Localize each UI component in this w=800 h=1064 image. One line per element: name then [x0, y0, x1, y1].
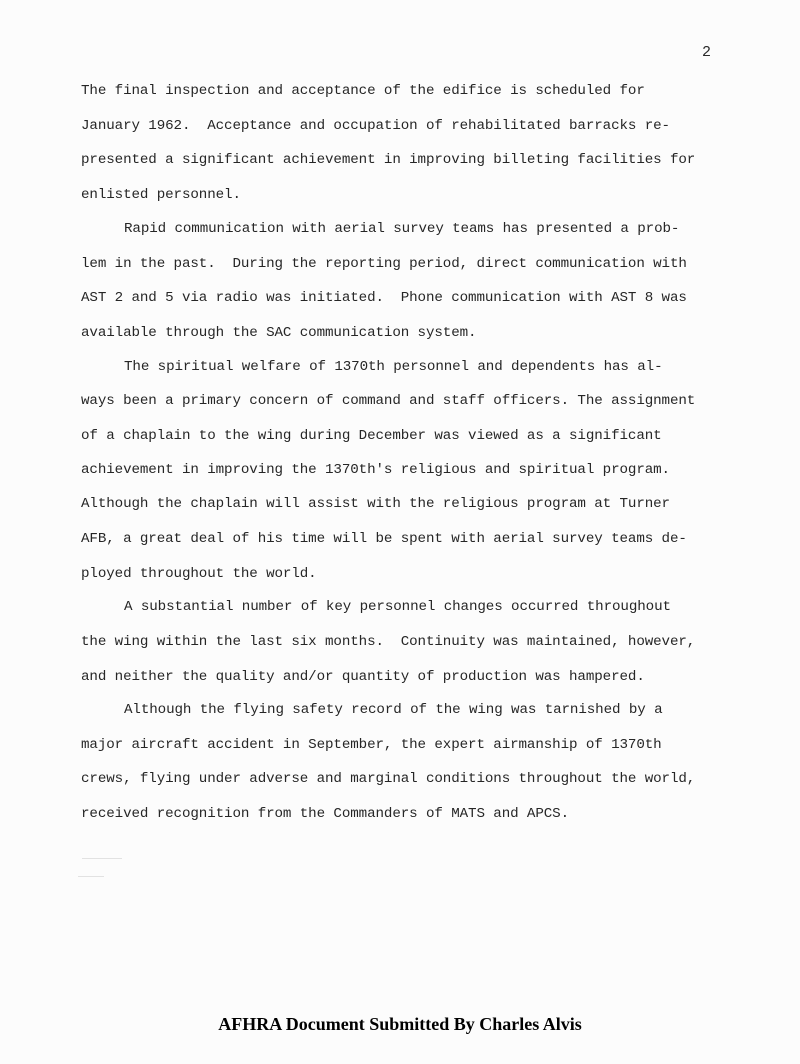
text-line: Rapid communication with aerial survey teams has presented a prob- [124, 221, 680, 237]
text-line: AFB, a great deal of his time will be spent with aerial survey teams de- [81, 531, 687, 547]
text-line: major aircraft accident in September, the expert airmanship of 1370th [81, 737, 662, 753]
text-line: received recognition from the Commanders of MATS and APCS. [81, 806, 570, 822]
footer-credit: AFHRA Document Submitted By Charles Alvis [218, 1014, 582, 1034]
page-number: 2 [702, 44, 712, 61]
scan-speck [78, 876, 104, 877]
text-line: and neither the quality and/or quantity of production was hampered. [81, 669, 645, 685]
text-line: presented a significant achievement in improving billeting facilities for [81, 152, 696, 168]
text-line: Although the flying safety record of the wing was tarnished by a [124, 702, 663, 718]
text-line: lem in the past. During the reporting period, direct communication with [81, 256, 687, 272]
text-line: A substantial number of key personnel changes occurred throughout [124, 599, 671, 615]
text-line: AST 2 and 5 via radio was initiated. Phone communication with AST 8 was [81, 290, 687, 306]
text-line: Although the chaplain will assist with the religious program at Turner [81, 496, 670, 512]
scan-speck [82, 858, 122, 859]
text-line: the wing within the last six months. Continuity was maintained, however, [81, 634, 696, 650]
text-line: of a chaplain to the wing during December was viewed as a significant [81, 428, 662, 444]
text-line: The spiritual welfare of 1370th personnel and dependents has al- [124, 359, 663, 375]
text-line: ployed throughout the world. [81, 566, 317, 582]
text-line: ways been a primary concern of command and staff officers. The assignment [81, 393, 696, 409]
text-line: enlisted personnel. [81, 187, 241, 203]
text-line: achievement in improving the 1370th's religious and spiritual program. [81, 462, 670, 478]
text-line: available through the SAC communication system. [81, 325, 477, 341]
text-line: January 1962. Acceptance and occupation of rehabilitated barracks re- [81, 118, 670, 134]
text-line: crews, flying under adverse and marginal conditions throughout the world, [81, 771, 696, 787]
text-line: The final inspection and acceptance of the edifice is scheduled for [81, 83, 645, 99]
